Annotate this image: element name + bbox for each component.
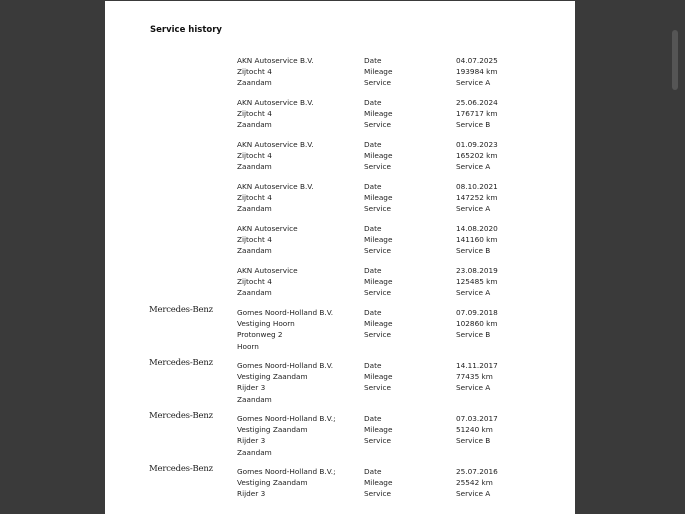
address-line: Gomes Noord-Holland B.V.;	[237, 467, 336, 476]
date-value: 07.03.2017	[456, 414, 498, 423]
address-line: Zijtocht 4	[237, 67, 272, 77]
date-label: Date	[364, 414, 382, 423]
address-line: Zaandam	[237, 447, 272, 457]
address-line: Zijtocht 4	[237, 109, 272, 119]
service-entry	[105, 413, 575, 463]
service-label: Service	[364, 120, 391, 130]
service-value: Service B	[456, 246, 491, 256]
date-value: 07.09.2018	[456, 308, 498, 317]
mileage-value: 176717 km	[456, 109, 498, 119]
field-labels	[364, 223, 392, 257]
field-values	[456, 360, 498, 394]
service-value: Service B	[456, 120, 491, 130]
field-values	[456, 97, 498, 131]
dealer-address	[237, 55, 314, 89]
mileage-value: 77435 km	[456, 372, 493, 382]
date-label: Date	[364, 182, 382, 191]
address-line: Gomes Noord-Holland B.V.;	[237, 414, 336, 423]
service-value: Service A	[456, 162, 491, 172]
date-label: Date	[364, 266, 382, 275]
mileage-value: 141160 km	[456, 235, 498, 245]
dealer-address	[237, 307, 333, 352]
field-labels	[364, 413, 392, 447]
address-line: Gomes Noord-Holland B.V.	[237, 361, 334, 370]
dealer-address	[237, 181, 314, 215]
service-value: Service A	[456, 204, 491, 214]
service-label: Service	[364, 489, 391, 499]
mileage-label: Mileage	[364, 277, 393, 287]
service-entry	[105, 307, 575, 357]
mileage-value: 51240 km	[456, 425, 493, 435]
field-values	[456, 223, 498, 257]
brand-logo-text: Mercedes-Benz	[149, 305, 213, 315]
address-line: Vestiging Zaandam	[237, 478, 308, 488]
dealer-address	[237, 466, 336, 500]
field-values	[456, 413, 498, 447]
service-label: Service	[364, 436, 391, 446]
date-value: 04.07.2025	[456, 56, 498, 65]
address-line: Zijtocht 4	[237, 193, 272, 203]
address-line: Rijder 3	[237, 489, 266, 499]
date-value: 14.08.2020	[456, 224, 498, 233]
field-labels	[364, 265, 392, 299]
service-entry	[105, 466, 575, 514]
service-value: Service A	[456, 383, 491, 393]
field-labels	[364, 181, 392, 215]
field-labels	[364, 97, 392, 131]
service-label: Service	[364, 78, 391, 88]
date-value: 25.07.2016	[456, 467, 498, 476]
address-line: Hoorn	[237, 341, 259, 351]
mileage-value: 165202 km	[456, 151, 498, 161]
dealer-address	[237, 413, 336, 458]
address-line: Rijder 3	[237, 383, 266, 393]
mileage-label: Mileage	[364, 67, 393, 77]
address-line: Gomes Noord-Holland B.V.	[237, 308, 334, 317]
field-labels	[364, 360, 392, 394]
address-line: Zaandam	[237, 204, 272, 214]
address-line: Zaandam	[237, 162, 272, 172]
field-values	[456, 265, 498, 299]
address-line: Zaandam	[237, 288, 272, 298]
service-label: Service	[364, 204, 391, 214]
mileage-value: 125485 km	[456, 277, 498, 287]
address-line: Zaandam	[237, 394, 272, 404]
service-label: Service	[364, 162, 391, 172]
mileage-value: 193984 km	[456, 67, 498, 77]
mileage-value: 102860 km	[456, 319, 498, 329]
service-label: Service	[364, 246, 391, 256]
mileage-value: 25542 km	[456, 478, 493, 488]
mileage-label: Mileage	[364, 193, 393, 203]
field-labels	[364, 139, 392, 173]
dealer-address	[237, 139, 314, 173]
page-title: Service history	[150, 25, 222, 35]
dealer-address	[237, 265, 298, 299]
field-values	[456, 181, 498, 215]
address-line: AKN Autoservice B.V.	[237, 98, 314, 107]
brand-logo-text: Mercedes-Benz	[149, 358, 213, 368]
mileage-value: 147252 km	[456, 193, 498, 203]
service-label: Service	[364, 383, 391, 393]
address-line: Zaandam	[237, 120, 272, 130]
service-value: Service B	[456, 330, 491, 340]
address-line: Vestiging Zaandam	[237, 425, 308, 435]
service-label: Service	[364, 288, 391, 298]
service-value: Service B	[456, 436, 491, 446]
service-value: Service A	[456, 489, 491, 499]
address-line: Zaandam	[237, 78, 272, 88]
address-line: AKN Autoservice B.V.	[237, 56, 314, 65]
service-value: Service A	[456, 288, 491, 298]
field-values	[456, 466, 498, 500]
dealer-address	[237, 360, 333, 405]
field-labels	[364, 55, 392, 89]
address-line: AKN Autoservice	[237, 224, 298, 233]
date-label: Date	[364, 467, 382, 476]
field-values	[456, 55, 498, 89]
field-labels	[364, 307, 392, 341]
mileage-label: Mileage	[364, 319, 393, 329]
document-page	[105, 1, 575, 514]
brand-logo-text: Mercedes-Benz	[149, 464, 213, 474]
mileage-label: Mileage	[364, 151, 393, 161]
address-line: Vestiging Hoorn	[237, 319, 295, 329]
date-label: Date	[364, 361, 382, 370]
date-value: 25.06.2024	[456, 98, 498, 107]
address-line: Zijtocht 4	[237, 277, 272, 287]
field-values	[456, 307, 498, 341]
address-line: Zaandam	[237, 246, 272, 256]
date-value: 08.10.2021	[456, 182, 498, 191]
mileage-label: Mileage	[364, 235, 393, 245]
scrollbar-thumb[interactable]	[672, 30, 678, 90]
brand-logo-text: Mercedes-Benz	[149, 411, 213, 421]
date-label: Date	[364, 98, 382, 107]
address-line: AKN Autoservice B.V.	[237, 140, 314, 149]
service-value: Service A	[456, 78, 491, 88]
address-line: Rijder 3	[237, 436, 266, 446]
service-label: Service	[364, 330, 391, 340]
date-label: Date	[364, 308, 382, 317]
date-label: Date	[364, 56, 382, 65]
date-value: 23.08.2019	[456, 266, 498, 275]
dealer-address	[237, 97, 314, 131]
mileage-label: Mileage	[364, 478, 393, 488]
mileage-label: Mileage	[364, 425, 393, 435]
date-value: 14.11.2017	[456, 361, 498, 370]
address-line: AKN Autoservice	[237, 266, 298, 275]
dealer-address	[237, 223, 298, 257]
date-value: 01.09.2023	[456, 140, 498, 149]
address-line: Zijtocht 4	[237, 235, 272, 245]
address-line: AKN Autoservice B.V.	[237, 182, 314, 191]
date-label: Date	[364, 140, 382, 149]
service-entry	[105, 360, 575, 410]
address-line: Protonweg 2	[237, 330, 283, 340]
mileage-label: Mileage	[364, 372, 393, 382]
date-label: Date	[364, 224, 382, 233]
mileage-label: Mileage	[364, 109, 393, 119]
field-labels	[364, 466, 392, 500]
address-line: Vestiging Zaandam	[237, 372, 308, 382]
field-values	[456, 139, 498, 173]
address-line: Zijtocht 4	[237, 151, 272, 161]
